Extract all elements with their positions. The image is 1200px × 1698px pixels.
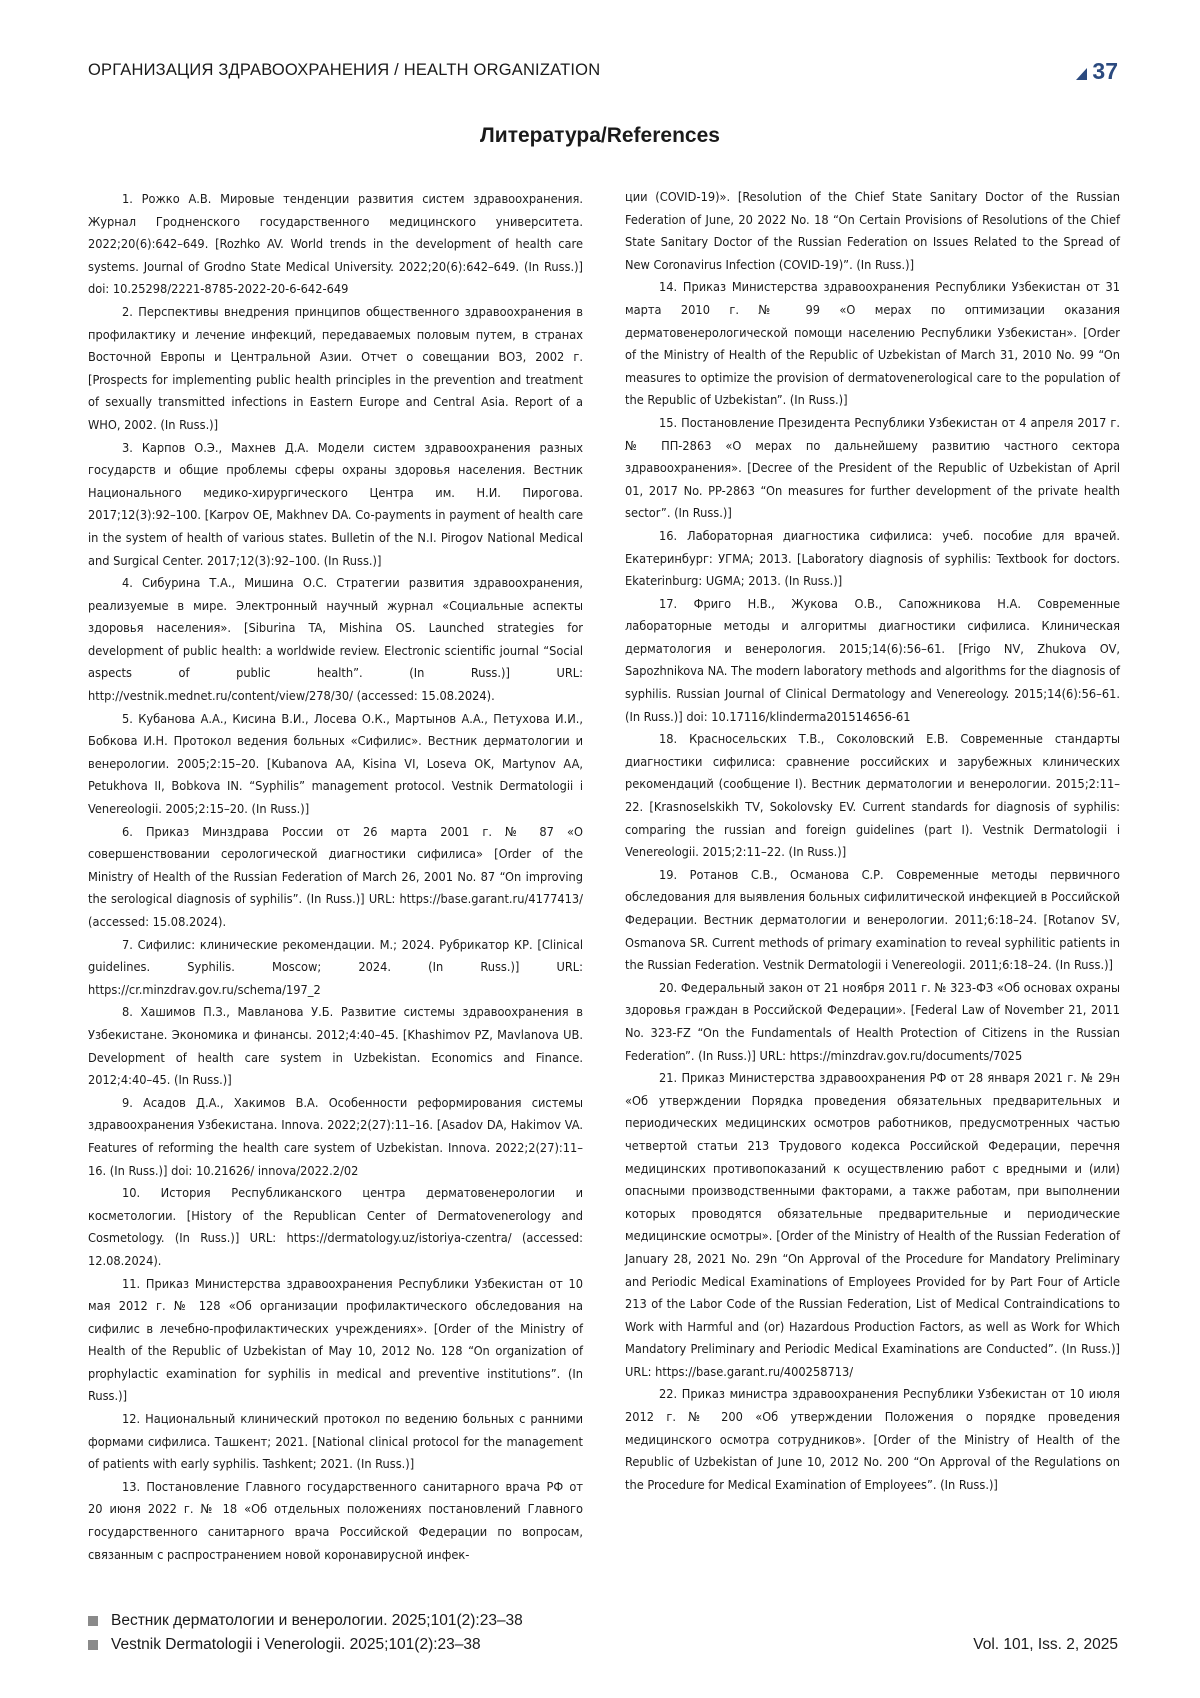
running-header bbox=[88, 58, 1118, 88]
reference-item: 2. Перспективы внедрения принципов общественного здравоохранения в профилактику и лечение инфекций, передаваемых половым путем, в странах Восточной Европы и Центральной Азии. Отчет о совещании ВОЗ, 2002 г. [Prospects for implementing public health principles in the prevention and treatment of sexually transmitted infections in Eastern Europe and Central Asia. Report of a WHO, 2002. (In Russ.)] bbox=[88, 303, 583, 432]
square-bullet-icon bbox=[88, 1616, 98, 1626]
reference-item: 21. Приказ Министерства здравоохранения РФ от 28 января 2021 г. № 29н «Об утверждении Порядка проведения обязательных предварительных и периодических медицинских осмотров работников, предусмотренных частью четвертой статьи 213 Трудового кодекса Российской Федерации, перечня медицинских противопоказаний к осуществлению работ с вредными и (или) опасными производственными факторами, а также работам, при выполнении которых проводятся обязательные предварительные и периодические медицинские осмотры». [Order of the Ministry of Health of the Russian Federation of January 28, 2021 No. 29n “On Approval of the Procedure for Mandatory Preliminary and Periodic Medical Examinations of Employees Provided for by Part Four of Article 213 of the Labor Code of the Russian Federation, List of Medical Contraindications to Work with Harmful and (or) Hazardous Production Factors, as well as Work for Which Mandatory Preliminary and Periodic Medical Examinations are Conducted”. (In Russ.)] URL: https://base.garant.ru/400258713/ bbox=[625, 1070, 1120, 1379]
reference-item: 19. Ротанов С.В., Османова С.Р. Современные методы первичного обследования для выявления больных сифилитической инфекцией в Российской Федерации. Вестник дерматологии и венерологии. 2011;6:18–24. [Rotanov SV, Osmanova SR. Current methods of primary examination to reveal syphilitic patients in the Russian Federation. Vestnik Dermatologii i Venereologii. 2011;6:18–24. (In Russ.)] bbox=[625, 866, 1120, 973]
reference-item: 11. Приказ Министерства здравоохранения Республики Узбекистан от 10 мая 2012 г. № 128 «Об организации профилактического обследования на сифилис в лечебно-профилактических учреждениях». [Order of the Ministry of Health of the Republic of Uzbekistan of May 10, 2012 No. 128 “On organization of prophylactic examination for syphilis in medical and preventive institutions”. (In Russ.)] bbox=[88, 1275, 583, 1404]
reference-item: 22. Приказ министра здравоохранения Республики Узбекистан от 10 июля 2012 г. № 200 «Об утверждении Положения о порядке проведения медицинского осмотра сотрудников». [Order of the Ministry of Health of the Republic of Uzbekistan of June 10, 2012 No. 200 “On Approval of the Regulations on the Procedure for Medical Examination of Employees”. (In Russ.)] bbox=[625, 1386, 1120, 1492]
square-bullet-icon bbox=[88, 1640, 98, 1650]
references-left-column bbox=[88, 188, 583, 1566]
reference-item: 16. Лабораторная диагностика сифилиса: учеб. пособие для врачей. Екатеринбург: УГМА; 2013. [Laboratory diagnosis of syphilis: Textbook for doctors. Ekaterinburg: UGMA; 2013. (In Russ.)] bbox=[625, 527, 1120, 589]
journal-citation-ru: Вестник дерматологии и венерологии. 2025;101(2):23–38 bbox=[111, 1612, 523, 1629]
reference-item: 3. Карпов О.Э., Махнев Д.А. Модели систем здравоохранения разных государств и общие проблемы сферы охраны здоровья населения. Вестник Национального медико-хирургического Центра им. Н.И. Пирогова. 2017;12(3):92–100. [Karpov OE, Makhnev DA. Co-payments in payment of health care in the system of health of various states. Bulletin of the N.I. Pirogov National Medical and Surgical Center. 2017;12(3):92–100. (In Russ.)] bbox=[88, 439, 583, 568]
reference-item: 20. Федеральный закон от 21 ноября 2011 г. № 323-ФЗ «Об основах охраны здоровья граждан в Российской Федерации». [Federal Law of November 21, 2011 No. 323-FZ “On the Fundamentals of Health Protection of Citizens in the Russian Federation”. (In Russ.)] URL: https://minzdrav.gov.ru/documents/7025 bbox=[625, 979, 1120, 1063]
page-footer bbox=[88, 1609, 1118, 1657]
reference-item: 18. Красносельских Т.В., Соколовский Е.В. Современные стандарты диагностики сифилиса: сравнение российских и зарубежных клинических рекомендаций (сообщение I). Вестник дерматологии и венерологии. 2015;2:11–22. [Krasnoselskikh TV, Sokolovsky EV. Current standards for diagnosis of syphilis: comparing the russian and foreign guidelines (part I). Vestnik Dermatologii i Venereologii. 2015;2:11–22. (In Russ.)] bbox=[625, 731, 1120, 860]
reference-item: 14. Приказ Министерства здравоохранения Республики Узбекистан от 31 марта 2010 г. № 99 «О мерах по оптимизации оказания дерматовенерологической помощи населению Республики Узбекистан». [Order of the Ministry of Health of the Republic of Uzbekistan of March 31, 2010 No. 99 “On measures to optimize the provision of dermatovenerological care to the population of the Republic of Uzbekistan”. (In Russ.)] bbox=[625, 279, 1120, 408]
reference-item: 5. Кубанова А.А., Кисина В.И., Лосева О.К., Мартынов А.А., Петухова И.И., Бобкова И.Н. Протокол ведения больных «Сифилис». Вестник дерматологии и венерологии. 2005;2:15–20. [Kubanova AA, Kisina VI, Loseva OK, Martynov AA, Petukhova II, Bobkova IN. “Syphilis” management protocol. Vestnik Dermatologii i Venereologii. 2005;2:15–20. (In Russ.)] bbox=[88, 710, 583, 817]
reference-item: 12. Национальный клинический протокол по ведению больных с ранними формами сифилиса. Ташкент; 2021. [National clinical protocol for the management of patients with early syphilis. Tashkent; 2021. (In Russ.)] bbox=[88, 1411, 583, 1472]
section-title: ОРГАНИЗАЦИЯ ЗДРАВООХРАНЕНИЯ / HEALTH ORGANIZATION bbox=[88, 61, 601, 79]
reference-item: 17. Фриго Н.В., Жукова О.В., Сапожникова Н.А. Современные лабораторные методы и алгоритмы диагностики сифилиса. Клиническая дерматология и венерология. 2015;14(6):56–61. [Frigo NV, Zhukova OV, Sapozhnikova NA. The modern laboratory methods and algorithms for the diagnosis of syphilis. Russian Journal of Clinical Dermatology and Venereology. 2015;14(6):56–61. (In Russ.)] doi: 10.17116/klinderma201514656-61 bbox=[625, 595, 1120, 724]
volume-issue: Vol. 101, Iss. 2, 2025 bbox=[973, 1636, 1118, 1653]
triangle-icon bbox=[1076, 68, 1087, 80]
reference-item: 4. Сибурина Т.А., Мишина О.С. Стратегии развития здравоохранения, реализуемые в мире. Электронный научный журнал «Социальные аспекты здоровья населения». [Siburina TA, Mishina OS. Launched strategies for development of public health: a worldwide review. Electronic scientific journal “Social aspects of public health”. (In Russ.)] URL: http://vestnik.mednet.ru/content/view/278/30/ (accessed: 15.08.2024). bbox=[88, 575, 583, 704]
reference-item: 1. Рожко А.В. Мировые тенденции развития систем здравоохранения. Журнал Гродненского государственного медицинского университета. 2022;20(6):642–649. [Rozhko AV. World trends in the development of health care systems. Journal of Grodno State Medical University. 2022;20(6):642–649. (In Russ.)] doi: 10.25298/2221-8785-2022-20-6-642-649 bbox=[88, 191, 583, 297]
reference-item: 9. Асадов Д.А., Хакимов В.А. Особенности реформирования системы здравоохранения Узбекистана. Innova. 2022;2(27):11–16. [Asadov DA, Hakimov VA. Features of reforming the health care system of Uzbekistan. Innova. 2022;2(27):11–16. (In Russ.)] doi: 10.21626/ innova/2022.2/02 bbox=[88, 1094, 583, 1178]
reference-item: 13. Постановление Главного государственного санитарного врача РФ от 20 июня 2022 г. № 18 «Об отдельных положениях постановлений Главного государственного санитарного врача Российской Федерации по вопросам, связанным с распространением новой коронавирусной инфек- bbox=[88, 1478, 583, 1562]
footer-journal-en bbox=[88, 1633, 1118, 1657]
page-number bbox=[1076, 58, 1118, 85]
page-number-text: 37 bbox=[1092, 58, 1118, 84]
reference-item: 8. Хашимов П.З., Мавланова У.Б. Развитие системы здравоохранения в Узбекистане. Экономика и финансы. 2012;4:40–45. [Khashimov PZ, Mavlanova UB. Development of health care system in Uzbekistan. Economics and Finance. 2012;4:40–45. (In Russ.)] bbox=[88, 1004, 583, 1088]
reference-continuation: ции (COVID-19)». [Resolution of the Chief State Sanitary Doctor of the Russian Federation of June, 20 2022 No. 18 “On Certain Provisions of Resolutions of the Chief State Sanitary Doctor of the Russian Federation on Issues Related to the Spread of New Coronavirus Infection (COVID-19)”. (In Russ.)] bbox=[625, 189, 1120, 272]
reference-item: 6. Приказ Минздрава России от 26 марта 2001 г. № 87 «О совершенствовании серологической диагностики сифилиса» [Order of the Ministry of Health of the Russian Federation of March 26, 2001 No. 87 “On improving the serological diagnosis of syphilis”. (In Russ.)] URL: https://base.garant.ru/4177413/ (accessed: 15.08.2024). bbox=[88, 823, 583, 929]
reference-item: 15. Постановление Президента Республики Узбекистан от 4 апреля 2017 г. № ПП-2863 «О мерах по дальнейшему развитию частного сектора здравоохранения». [Decree of the President of the Republic of Uzbekistan of April 01, 2017 No. PP-2863 “On measures for further development of the private health sector”. (In Russ.)] bbox=[625, 414, 1120, 521]
references-right-column bbox=[625, 186, 1120, 1496]
reference-item: 10. История Республиканского центра дерматовенерологии и косметологии. [History of the Republican Center of Dermatovenerology and Cosmetology. (In Russ.)] URL: https://dermatology.uz/istoriya-czentra/ (accessed: 12.08.2024). bbox=[88, 1185, 583, 1268]
footer-journal-ru bbox=[88, 1609, 1118, 1633]
journal-citation-en: Vestnik Dermatologii i Venerologii. 2025;101(2):23–38 bbox=[111, 1636, 481, 1653]
references-heading: Литература/References bbox=[480, 124, 720, 147]
reference-item: 7. Сифилис: клинические рекомендации. М.; 2024. Рубрикатор КР. [Clinical guidelines. Syphilis. Moscow; 2024. (In Russ.)] URL: https://cr.minzdrav.gov.ru/schema/197_2 bbox=[88, 936, 583, 997]
